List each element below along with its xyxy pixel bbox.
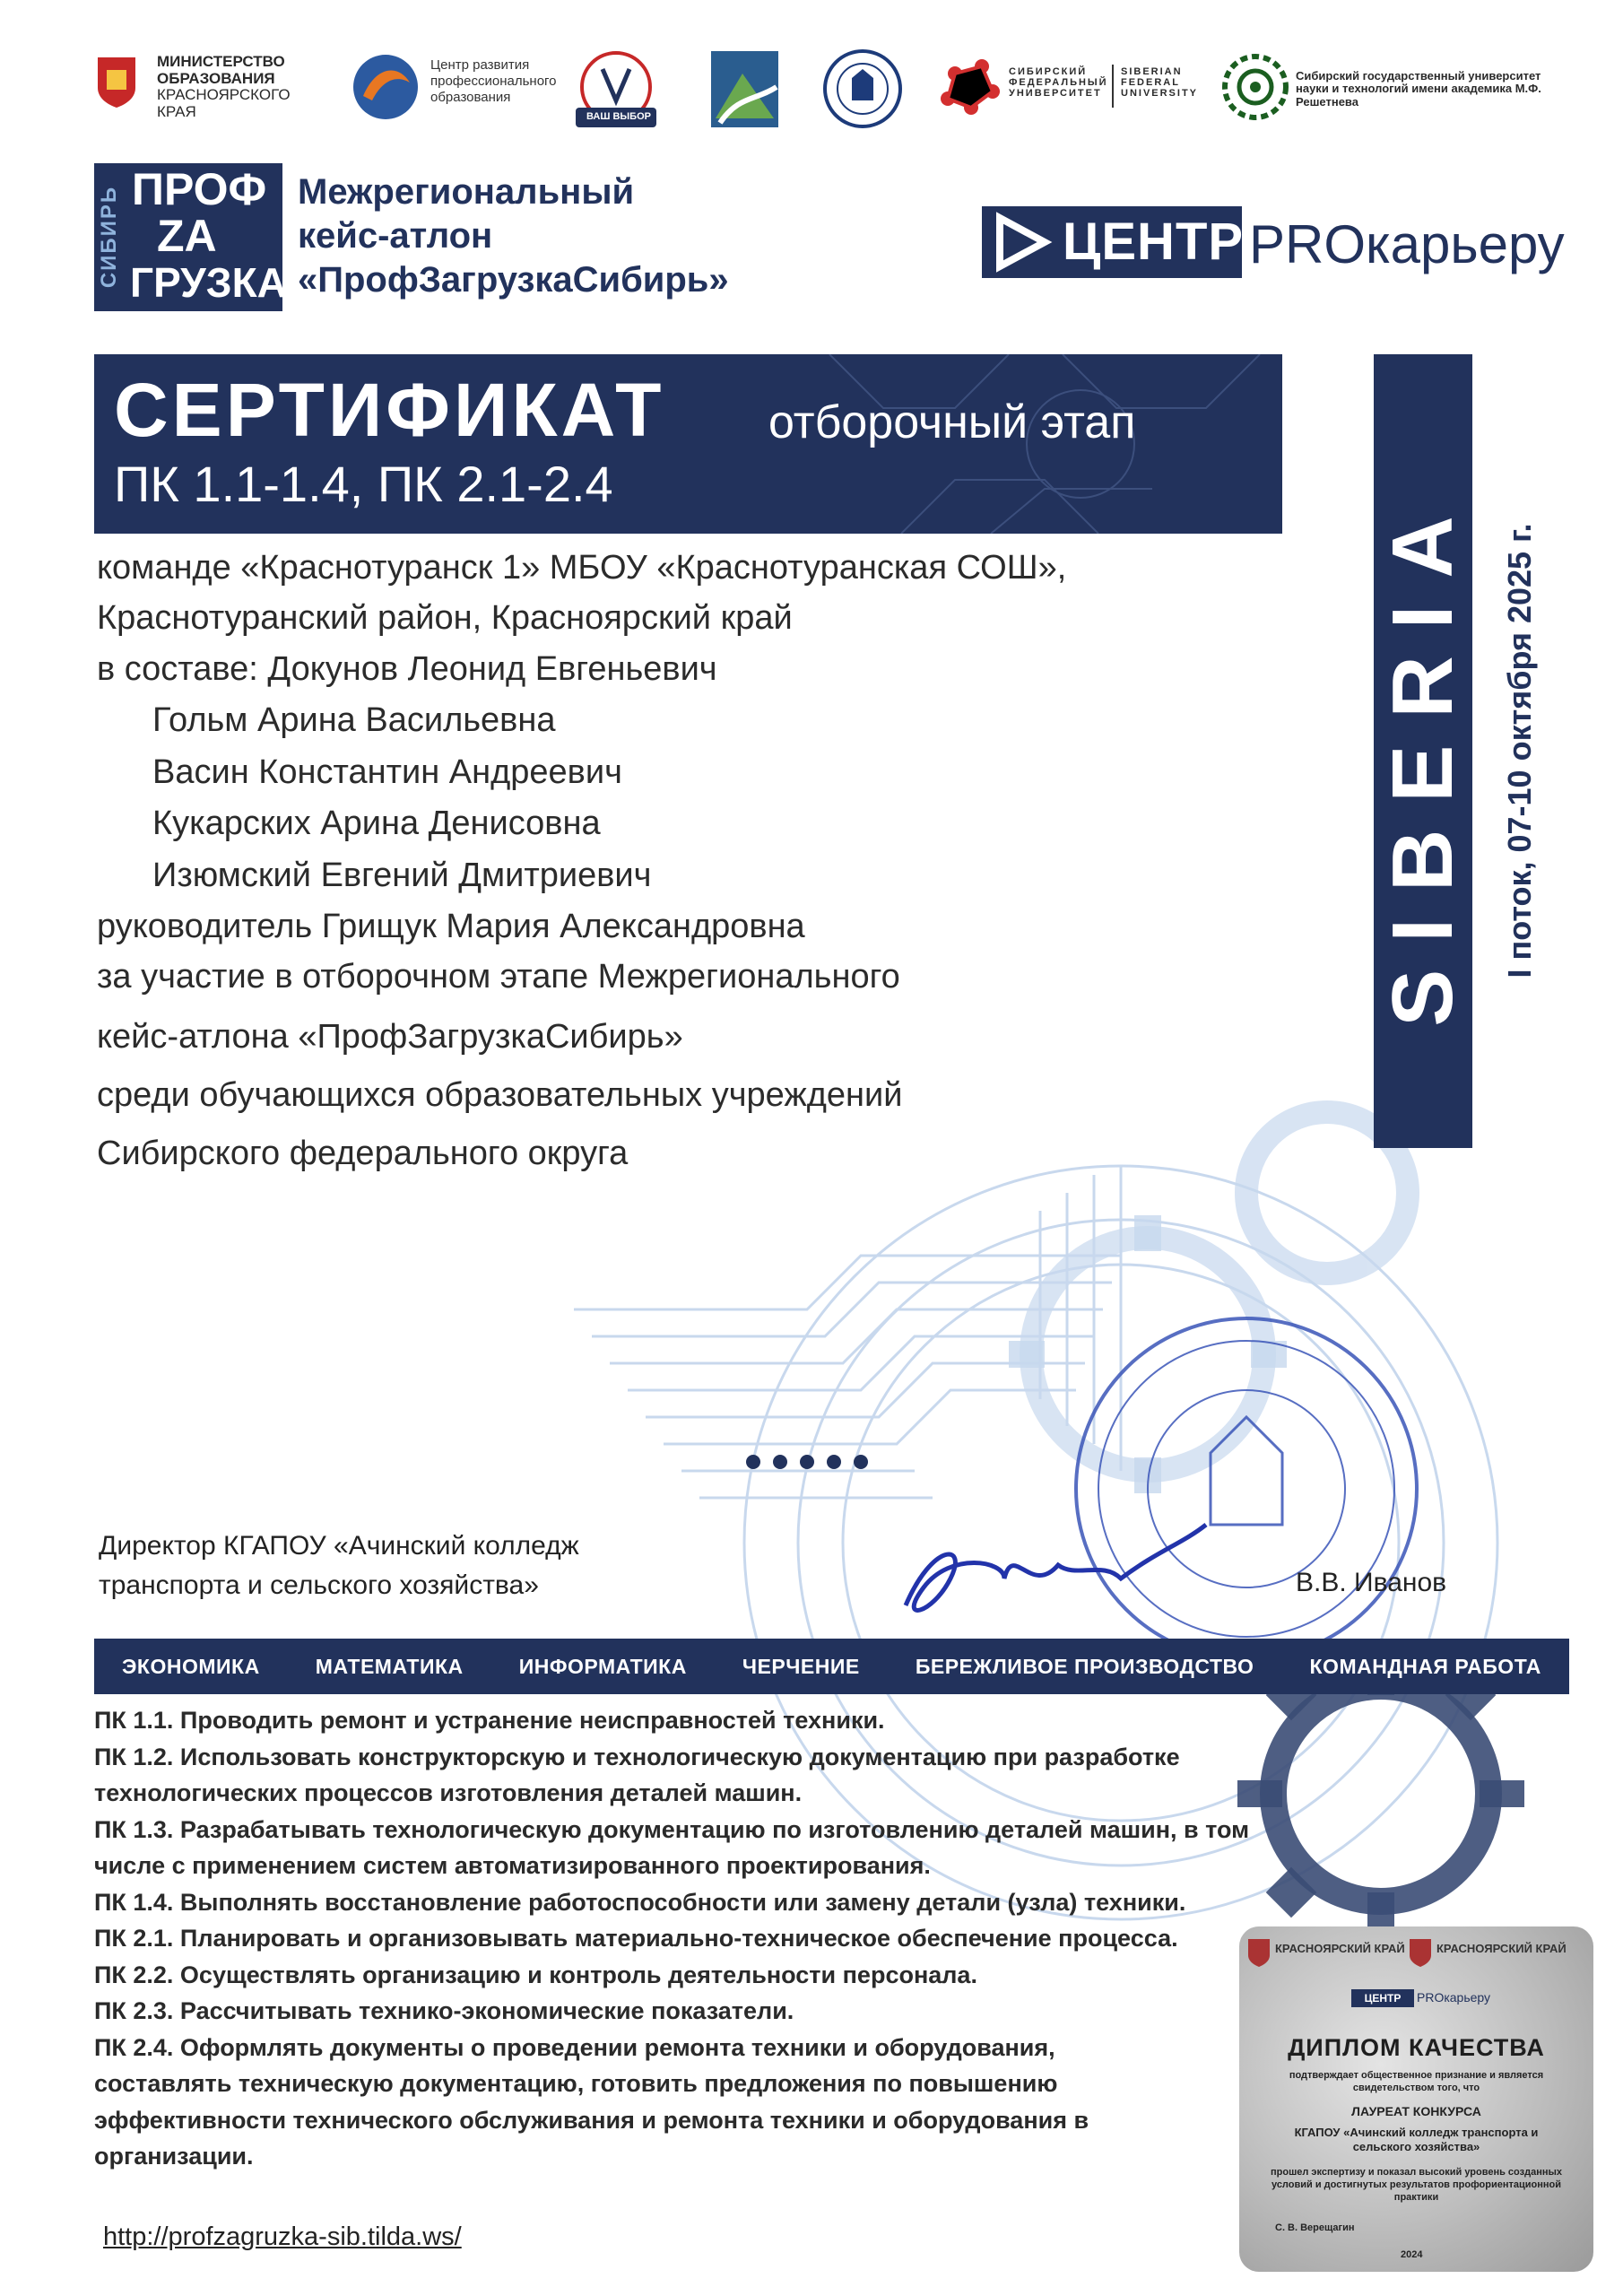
skills-bar [94,1639,1569,1694]
certificate-title: СЕРТИФИКАТ [114,368,665,452]
sfu-molecule-icon [937,56,1009,123]
siberia-vertical-band [1374,354,1472,1148]
member-item: Васин Константин Андреевич [152,753,622,791]
diploma-laureate: ЛАУРЕАТ КОНКУРСА [1351,2104,1481,2118]
sfu-label-ru: СИБИРСКИЙ ФЕДЕРАЛЬНЫЙ УНИВЕРСИТЕТ [1009,66,1108,100]
event-website-link[interactable]: http://profzagruzka-sib.tilda.ws/ [103,2222,462,2251]
proz-line-prof: ПРОФ [132,164,267,214]
diploma-centre-word: ЦЕНТР [1351,1989,1414,2007]
skill-economics: ЭКОНОМИКА [122,1654,260,1678]
certificate-stage: отборочный этап [768,396,1136,448]
centre-word: ЦЕНТР [1063,213,1245,271]
skill-math: МАТЕМАТИКА [315,1654,464,1678]
quality-diploma [1239,1926,1593,2272]
proz-line-za: ZA [157,211,217,261]
ministry-logo [94,54,139,114]
skill-drafting: ЧЕРЧЕНИЕ [742,1654,860,1678]
college-badge-text: ВАШ ВЫБОР [586,111,651,122]
competency-item: ПК 1.4. Выполнять восстановление работоспособности или замену детали (узла) техники. [94,1888,1186,1916]
ministry-label: МИНИСТЕРСТВО ОБРАЗОВАНИЯ КРАСНОЯРСКОГО КРАЯ [157,53,291,121]
competency-item: ПК 2.3. Рассчитывать технико-экономические показатели. [94,1997,794,2024]
proz-line-gruzka: ГРУЗКА [130,259,287,306]
team-leader: руководитель Грищук Мария Александровна [97,908,805,945]
purpose-line: среди обучающихся образовательных учреждений [97,1076,903,1114]
team-line: команде «Краснотуранск 1» МБОУ «Краснотуранская СОШ», [97,549,1067,587]
competency-item: ПК 2.4. Оформлять документы о проведении ремонта техники и оборудования, составлять техническую документацию, готовить предложения по повышению эффективности технического обслуживания и ремонта техники и оборудования в организации. [94,2033,1089,2170]
diploma-year: 2024 [1401,2249,1423,2260]
competency-item: ПК 2.2. Осуществлять организацию и контроль деятельности персонала. [94,1961,977,1988]
event-date: I поток, 07-10 октября 2025 г. [1501,523,1538,978]
diploma-signer: С. В. Верещагин [1275,2222,1355,2233]
skill-informatics: ИНФОРМАТИКА [518,1654,687,1678]
college-emblem-icon [567,47,665,136]
director-name: В.В. Иванов [1296,1568,1447,1597]
skill-lean-production: БЕРЕЖЛИВОЕ ПРОИЗВОДСТВО [915,1654,1254,1678]
reshetnev-label: Сибирский государственный университет науки и технологий имени академика М.Ф. Решетнева [1296,69,1541,109]
competency-item: ПК 1.1. Проводить ремонт и устранение неисправностей техники. [94,1707,885,1734]
certificate-codes: ПК 1.1-1.4, ПК 2.1-2.4 [114,456,613,512]
pro-career-word: PROкарьеру [1249,214,1565,274]
play-icon [991,211,1054,274]
sfu-label-en: SIBERIAN FEDERAL UNIVERSITY [1121,66,1199,100]
date-vertical [1484,354,1556,1148]
profzagruzka-logo [94,163,287,311]
competency-item: ПК 1.2. Использовать конструкторскую и технологическую документацию при разработке технологических процессов изготовления деталей машин. [94,1743,1180,1806]
skill-teamwork: КОМАНДНАЯ РАБОТА [1309,1654,1541,1678]
competency-item: ПК 2.1. Планировать и организовывать материально-техническое обеспечение процесса. [94,1925,1178,1952]
proz-side-text: СИБИРЬ [97,185,121,289]
krasnoyarsk-crest-icon [94,54,139,109]
diploma-region-2: КРАСНОЯРСКИЙ КРАЙ [1436,1942,1567,1955]
purpose-line: Сибирского федерального округа [97,1135,629,1172]
reshetnev-emblem-icon [1219,51,1291,123]
member-item: Гольм Арина Васильевна [152,701,556,739]
purpose-line: кейс-атлона «ПрофЗагрузкаСибирь» [97,1018,683,1056]
certificate-banner [94,354,1282,534]
college-badge [567,47,665,141]
partner-logos [90,47,1560,145]
diploma-org: КГАПОУ «Ачинский колледж транспорта и сельского хозяйства» [1294,2126,1539,2154]
university-seal-icon [820,47,906,132]
siberia-word: SIBERIA [1375,489,1471,1027]
event-title: Межрегиональный кейс-атлон «ПрофЗагрузкаСибирь» [298,172,729,300]
member-item: Кукарских Арина Денисовна [152,804,601,842]
purpose-line: за участие в отборочном этапе Межрегионального [97,958,900,996]
members-intro: в составе: Докунов Леонид Евгеньевич [97,650,717,688]
diploma-title: ДИПЛОМ КАЧЕСТВА [1288,2034,1545,2061]
competency-item: ПК 1.3. Разрабатывать технологическую документацию по изготовлению деталей машин, в том числе с применением систем автоматизированного проектирования. [94,1815,1250,1879]
diploma-region-1: КРАСНОЯРСКИЙ КРАЙ [1275,1942,1405,1955]
diploma-pro-career: PROкарьеру [1417,1990,1491,2005]
crest-icon [1246,1937,1271,1968]
institute-building-icon [707,47,783,132]
diploma-description: прошел экспертизу и показал высокий уровень созданных условий и достигнутых результатов профориентационной практики [1271,2167,1562,2203]
director-position: Директор КГАПОУ «Ачинский колледж транспорта и сельского хозяйства» [99,1531,579,1600]
crest-icon [1408,1937,1433,1968]
centre-development-icon [345,47,426,127]
centre-development-label: Центр развития профессионального образования [430,57,557,105]
region-line: Краснотуранский район, Красноярский край [97,599,793,637]
competency-list [94,1702,1296,2175]
diploma-subtitle: подтверждает общественное признание и является свидетельством того, что [1289,2070,1544,2093]
member-item: Изюмский Евгений Дмитриевич [152,857,652,894]
